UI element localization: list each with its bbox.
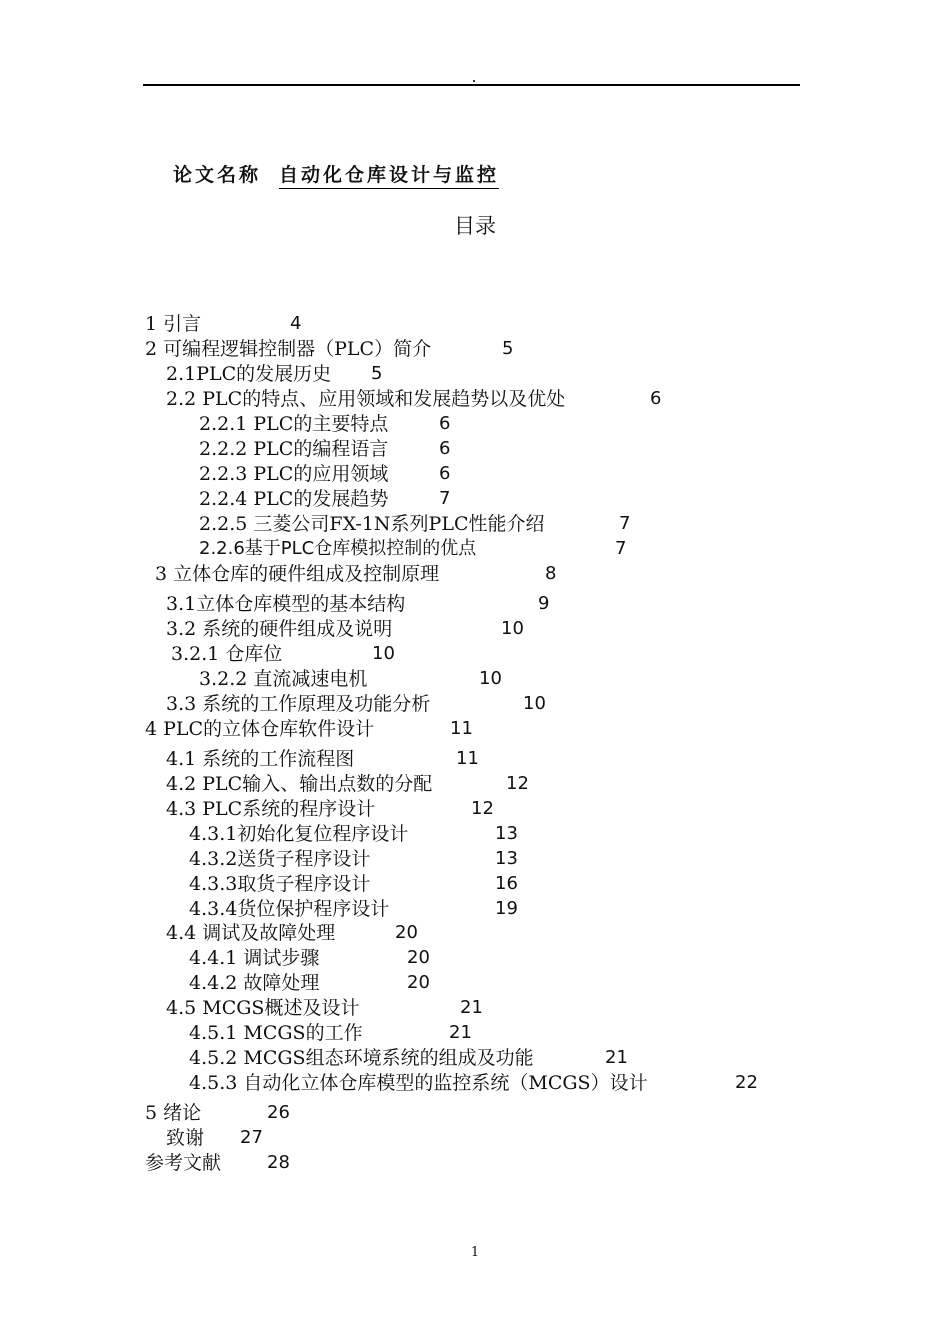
toc-entry <box>166 592 550 616</box>
toc-entry-page: 6 <box>439 413 451 434</box>
toc-entry-page: 9 <box>538 593 550 614</box>
toc-entry <box>199 537 627 561</box>
toc-entry-page: 5 <box>371 363 383 384</box>
toc-entry <box>166 797 494 821</box>
toc-entry <box>189 946 430 970</box>
toc-entry-page: 10 <box>479 668 502 689</box>
toc-entry-page: 22 <box>735 1072 758 1093</box>
toc-entry-page: 13 <box>495 848 518 869</box>
toc-entry-title: 参考文献 <box>145 1152 222 1174</box>
toc-entry-page: 28 <box>267 1152 290 1173</box>
toc-entry-page: 13 <box>495 823 518 844</box>
toc-entry <box>199 462 451 486</box>
toc-entry <box>199 437 451 461</box>
toc-entry <box>189 1071 758 1095</box>
toc-entry-title: 4.3.1初始化复位程序设计 <box>189 823 409 845</box>
toc-entry-title: 4.3.4货位保护程序设计 <box>189 898 390 920</box>
toc-entry-page: 10 <box>372 643 395 664</box>
toc-entry-title: 3.1立体仓库模型的基本结构 <box>166 593 406 615</box>
toc-entry-page: 7 <box>615 538 627 559</box>
thesis-title-label: 论文名称 <box>173 164 262 186</box>
thesis-title <box>173 160 499 189</box>
toc-entry-page: 7 <box>439 488 451 509</box>
toc-entry <box>145 1151 290 1175</box>
toc-entry <box>166 996 483 1020</box>
toc-entry-title: 4.4 调试及故障处理 <box>166 922 336 944</box>
toc-entry-title: 2.1PLC的发展历史 <box>166 363 332 385</box>
toc-entry-title: 3.2.1 仓库位 <box>171 643 283 665</box>
toc-entry-page: 26 <box>267 1102 290 1123</box>
toc-entry-title: 3 立体仓库的硬件组成及控制原理 <box>155 563 440 585</box>
toc-entry <box>166 362 383 386</box>
toc-entry-title: 4.4.1 调试步骤 <box>189 947 320 969</box>
toc-entry-page: 11 <box>456 748 479 769</box>
toc-entry <box>199 667 502 691</box>
toc-entry <box>199 487 451 511</box>
toc-entry <box>199 412 451 436</box>
toc-entry <box>145 312 302 336</box>
toc-entry-title: 4.3.2送货子程序设计 <box>189 848 371 870</box>
toc-entry-title: 3.2 系统的硬件组成及说明 <box>166 618 393 640</box>
toc-entry <box>171 642 395 666</box>
page-number: 1 <box>470 1245 480 1260</box>
toc-entry-page: 20 <box>407 947 430 968</box>
toc-entry-title: 2.2 PLC的特点、应用领域和发展趋势以及优处 <box>166 388 566 410</box>
toc-entry-title: 2.2.4 PLC的发展趋势 <box>199 488 389 510</box>
header-mark <box>473 80 475 82</box>
toc-entry <box>189 1021 472 1045</box>
toc-entry-page: 21 <box>460 997 483 1018</box>
toc-entry-title: 4.4.2 故障处理 <box>189 972 320 994</box>
toc-entry <box>145 717 473 741</box>
toc-entry-page: 19 <box>495 898 518 919</box>
toc-entry-title: 2.2.3 PLC的应用领域 <box>199 463 389 485</box>
toc-entry <box>166 387 662 411</box>
toc-entry <box>166 692 546 716</box>
toc-entry <box>189 822 518 846</box>
toc-entry-title: 3.3 系统的工作原理及功能分析 <box>166 693 431 715</box>
toc-entry-page: 8 <box>545 563 557 584</box>
toc-entry-page: 20 <box>395 922 418 943</box>
toc-entry <box>189 872 518 896</box>
toc-entry-title: 4.3 PLC系统的程序设计 <box>166 798 376 820</box>
toc-entry-page: 12 <box>471 798 494 819</box>
toc-entry-title: 4.3.3取货子程序设计 <box>189 873 371 895</box>
toc-entry <box>166 617 524 641</box>
toc-entry <box>166 747 479 771</box>
toc-entry <box>189 897 518 921</box>
toc-entry-title: 4.2 PLC输入、输出点数的分配 <box>166 773 433 795</box>
toc-entry-page: 4 <box>290 313 302 334</box>
toc-entry-title: 4.1 系统的工作流程图 <box>166 748 355 770</box>
toc-entry-page: 10 <box>501 618 524 639</box>
toc-entry <box>145 337 514 361</box>
toc-entry-title: 2.2.6基于PLC仓库模拟控制的优点 <box>199 538 477 559</box>
toc-entry-page: 27 <box>240 1127 263 1148</box>
toc-entry <box>145 1101 290 1125</box>
toc-entry-page: 5 <box>502 338 514 359</box>
toc-entry <box>189 1046 628 1070</box>
toc-entry-page: 16 <box>495 873 518 894</box>
toc-entry-page: 21 <box>605 1047 628 1068</box>
toc-entry-title: 3.2.2 直流减速电机 <box>199 668 368 690</box>
toc-entry-page: 10 <box>523 693 546 714</box>
toc-entry-page: 6 <box>439 438 451 459</box>
toc-entry <box>155 562 557 586</box>
toc-entry <box>166 921 418 945</box>
toc-entry-page: 11 <box>450 718 473 739</box>
toc-entry-title: 2.2.2 PLC的编程语言 <box>199 438 389 460</box>
toc-entry-title: 5 绪论 <box>145 1102 202 1124</box>
toc-entry-title: 4.5 MCGS概述及设计 <box>166 997 360 1019</box>
toc-entry <box>199 512 631 536</box>
toc-entry <box>166 772 529 796</box>
toc-entry-page: 7 <box>619 513 631 534</box>
toc-entry-title: 4.5.2 MCGS组态环境系统的组成及功能 <box>189 1047 534 1069</box>
header-rule <box>143 84 800 86</box>
toc-heading: 目录 <box>454 214 496 238</box>
toc-entry-title: 1 引言 <box>145 313 202 335</box>
toc-entry-title: 2.2.5 三菱公司FX-1N系列PLC性能介绍 <box>199 513 545 535</box>
toc-entry-title: 致谢 <box>166 1127 205 1149</box>
toc-entry-title: 4.5.3 自动化立体仓库模型的监控系统（MCGS）设计 <box>189 1072 648 1094</box>
toc-entry <box>189 971 430 995</box>
toc-entry <box>189 847 518 871</box>
toc-entry-page: 21 <box>449 1022 472 1043</box>
toc-entry-title: 4 PLC的立体仓库软件设计 <box>145 718 375 740</box>
toc-entry-title: 4.5.1 MCGS的工作 <box>189 1022 363 1044</box>
toc-entry-title: 2 可编程逻辑控制器（PLC）简介 <box>145 338 432 360</box>
thesis-title-value: 自动化仓库设计与监控 <box>279 160 499 189</box>
toc-entry-page: 12 <box>506 773 529 794</box>
toc-entry-page: 20 <box>407 972 430 993</box>
toc-entry <box>166 1126 263 1150</box>
toc-entry-title: 2.2.1 PLC的主要特点 <box>199 413 389 435</box>
toc-entry-page: 6 <box>439 463 451 484</box>
toc-entry-page: 6 <box>650 388 662 409</box>
